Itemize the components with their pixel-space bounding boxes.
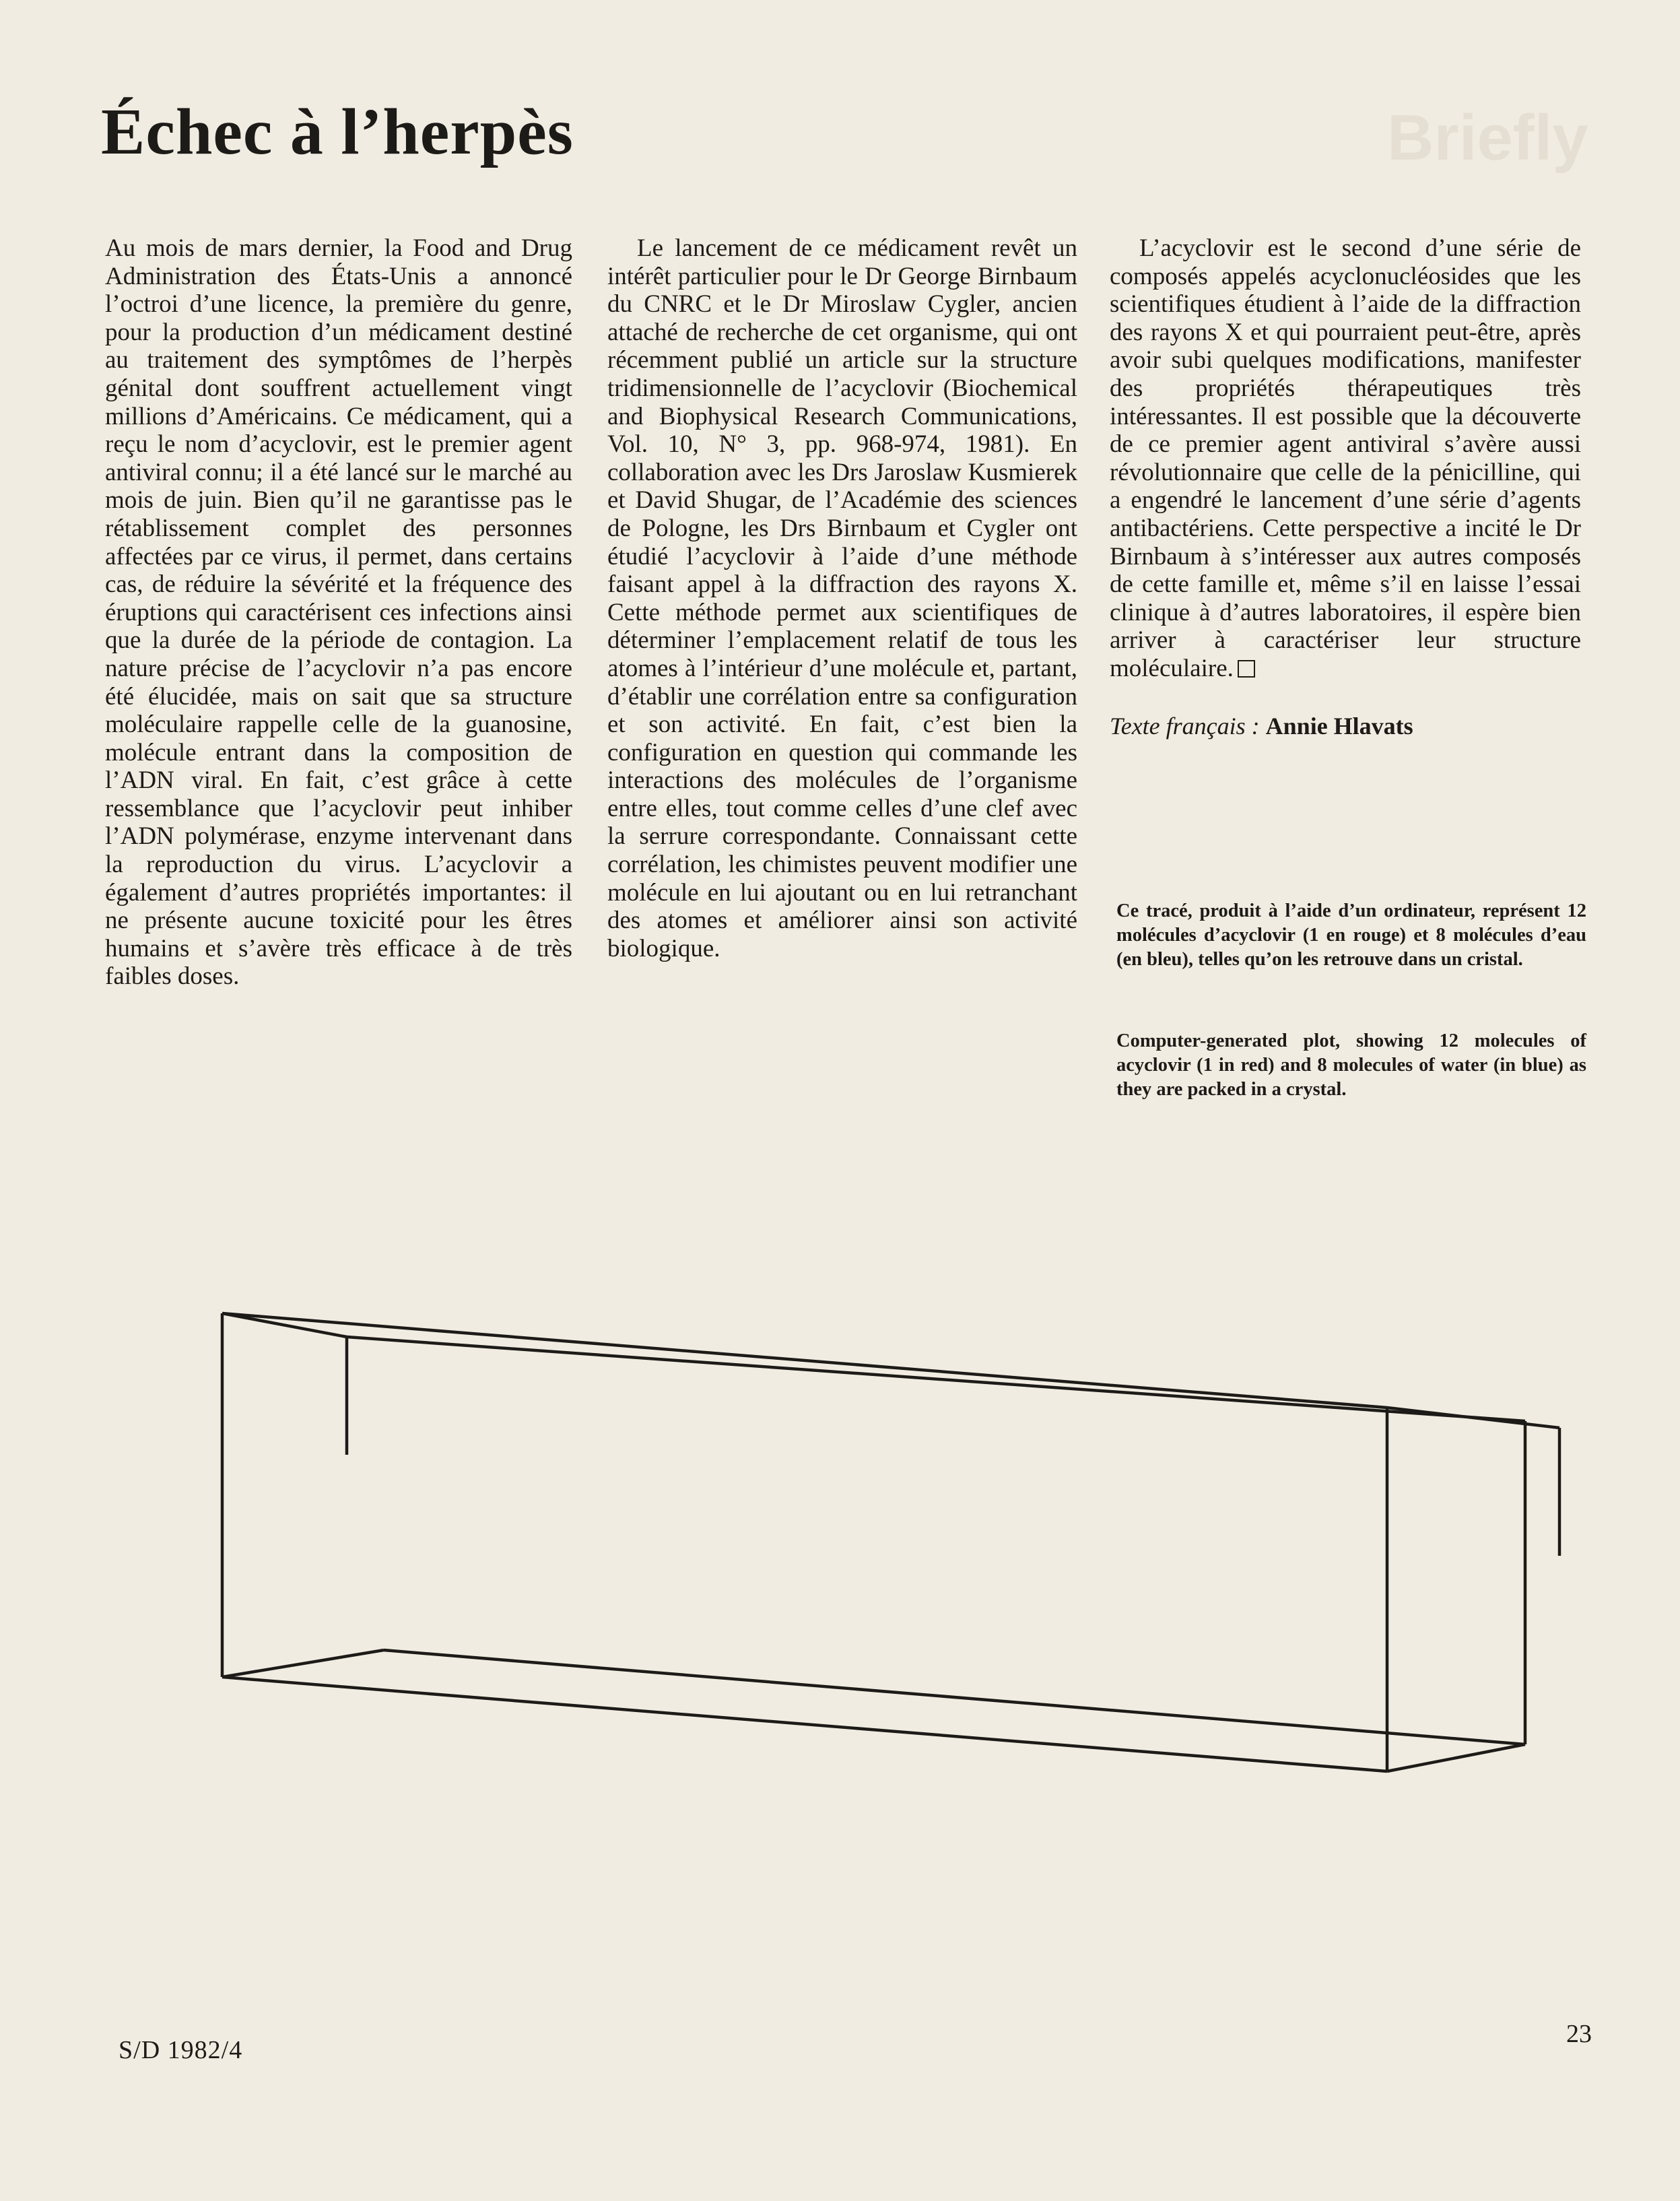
end-of-article-mark xyxy=(1238,660,1255,678)
column-3-text: L’acyclovir est le second d’une série de composés appelés acyclonucléosides que les scientifiques étudient à l’aide de la diffraction des rayons X et qui pourraient peut-être, après avoir subi quelques modifications, manifester des propriétés thérapeutiques très intéressantes. Il est possible que la découverte de ce premier agent antiviral s’avère aussi révolutionnaire que celle de la pénicilline, qui a engendré le lancement d’une série d’agents antibactériens. Cette perspective a incité le Dr Birnbaum à s’intéresser aux autres composés de cette famille et, même s’il en laisse l’essai clinique à d’autres laboratoires, il espère bien arriver à caractériser leur structure moléculaire. xyxy=(1110,234,1581,682)
credit-name: Annie Hlavats xyxy=(1265,712,1413,740)
page-number: 23 xyxy=(1566,2020,1592,2048)
cell-edge xyxy=(384,1650,1525,1744)
issue-reference: S/D 1982/4 xyxy=(119,2036,243,2064)
cell-edge xyxy=(1387,1744,1525,1771)
cell-edge xyxy=(347,1337,1525,1421)
article-column-3 xyxy=(1110,234,1581,740)
article-title: Échec à l’herpès xyxy=(101,96,574,168)
crystal-packing-figure xyxy=(202,1300,1562,2088)
article-column-1 xyxy=(105,234,572,991)
article-column-2 xyxy=(607,234,1077,962)
cell-edge xyxy=(222,1313,1387,1408)
credit-label: Texte français : xyxy=(1110,712,1260,740)
column-3-paragraph xyxy=(1110,234,1581,683)
cell-edge xyxy=(222,1677,1387,1771)
figure-caption-english: Computer-generated plot, showing 12 molecules of acyclovir (1 in red) and 8 molecules of water (in blue) as they are packed in a crystal. xyxy=(1116,1030,1586,1100)
unit-cell-box xyxy=(222,1313,1559,1771)
show-through-heading: Briefly xyxy=(1387,102,1588,174)
figure-caption-french: Ce tracé, produit à l’aide d’un ordinateur, représent 12 molécules d’acyclovir (1 en rouge) et 8 molécules d’eau (en bleu), telles qu’on les retrouve dans un cristal. xyxy=(1116,900,1586,970)
cell-edge xyxy=(222,1650,384,1677)
translation-credit xyxy=(1110,713,1581,741)
column-2-paragraph: Le lancement de ce médicament revêt un intérêt particulier pour le Dr George Birnbaum du CNRC et le Dr Miroslaw Cygler, ancien attaché de recherche de cet organisme, qui ont récemment publié un article sur la structure tridimensionnelle de l’acyclovir (Biochemical and Biophysical Research Communications, Vol. 10, N° 3, pp. 968-974, 1981). En collaboration avec les Drs Jaroslaw Kusmierek et David Shugar, de l’Académie des sciences de Pologne, les Drs Birnbaum et Cygler ont étudié l’acyclovir à l’aide d’une méthode faisant appel à la diffraction des rayons X. Cette méthode permet aux scientifiques de déterminer l’emplacement relatif de tous les atomes à l’intérieur d’une molécule et, partant, d’établir une corrélation entre sa configuration et son activité. En fait, c’est bien la configuration en question qui commande les interactions des molécules de l’organisme entre elles, tout comme celles d’une clef avec la serrure correspondante. Connaissant cette corrélation, les chimistes peuvent modifier une molécule en lui ajoutant ou en lui retranchant des atomes et améliorer ainsi son activité biologique. xyxy=(607,234,1077,962)
cell-edge xyxy=(1387,1408,1559,1428)
column-1-paragraph: Au mois de mars dernier, la Food and Drug Administration des États-Unis a annoncé l’octroi d’une licence, la première du genre, pour la production d’un médicament destiné au traitement des symptômes de l’herpès génital dont souffrent actuellement vingt millions d’Américains. Ce médicament, qui a reçu le nom d’acyclovir, est le premier agent antiviral connu; il a été lancé sur le marché au mois de juin. Bien qu’il ne garantisse pas le rétablissement complet des personnes affectées par ce virus, il permet, dans certains cas, de réduire la sévérité et la fréquence des éruptions qui caractérisent ces infections ainsi que la durée de la période de contagion. La nature précise de l’acyclovir n’a pas encore été élucidée, mais on sait que sa structure moléculaire rappelle celle de la guanosine, molécule entrant dans la composition de l’ADN viral. En fait, c’est grâce à cette ressemblance que l’acyclovir peut inhiber l’ADN polymérase, enzyme intervenant dans la reproduction du virus. L’acyclovir a également d’autres propriétés importantes: il ne présente aucune toxicité pour les êtres humains et s’avère très efficace à de très faibles doses. xyxy=(105,234,572,991)
